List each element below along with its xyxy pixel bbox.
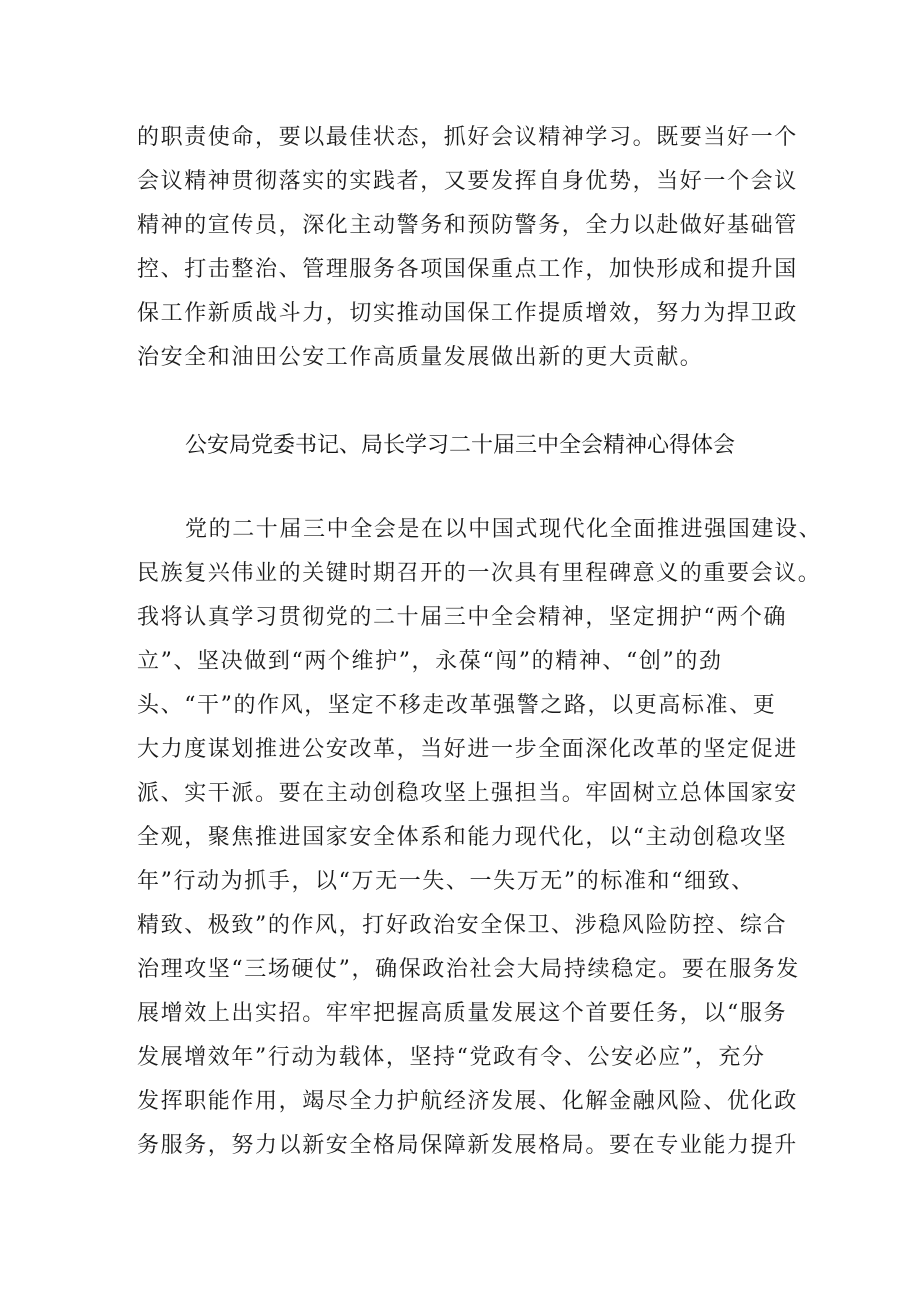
paragraph-line: 党的二十届三中全会是在以中国式现代化全面推进强国建设、 bbox=[185, 517, 823, 542]
paragraph-line: 控、打击整治、管理服务各项国保重点工作，加快形成和提升国 bbox=[137, 257, 798, 282]
paragraph-line: 保工作新质战斗力，切实推动国保工作提质增效，努力为捍卫政 bbox=[137, 301, 798, 326]
paragraph-line: 年”行动为抓手，以“万无一失、一失万无”的标准和“细致、 bbox=[137, 869, 755, 894]
paragraph-line: 民族复兴伟业的关键时期召开的一次具有里程碑意义的重要会议。 bbox=[137, 561, 822, 586]
paragraph-line: 全观，聚焦推进国家安全体系和能力现代化，以“主动创稳攻坚 bbox=[137, 825, 788, 850]
paragraph-line: 治安全和油田公安工作高质量发展做出新的更大贡献。 bbox=[137, 345, 704, 370]
paragraph-line: 务服务，努力以新安全格局保障新发展格局。要在专业能力提升 bbox=[137, 1133, 798, 1158]
paragraph-line: 我将认真学习贯彻党的二十届三中全会精神，坚定拥护“两个确 bbox=[137, 605, 788, 630]
paragraph-line: 展增效上出实招。牢牢把握高质量发展这个首要任务，以“服务 bbox=[137, 1001, 788, 1026]
paragraph-line: 发挥职能作用，竭尽全力护航经济发展、化解金融风险、优化政 bbox=[137, 1089, 798, 1114]
paragraph-line: 会议精神贯彻落实的实践者，又要发挥自身优势，当好一个会议 bbox=[137, 169, 798, 194]
previous-paragraph bbox=[137, 116, 798, 380]
paragraph-line: 头、“干”的作风，坚定不移走改革强警之路，以更高标准、更 bbox=[137, 693, 777, 718]
article-title: 公安局党委书记、局长学习二十届三中全会精神心得体会 bbox=[184, 433, 735, 458]
article-body bbox=[137, 508, 823, 1168]
paragraph-line: 治理攻坚“三场硬仗”，确保政治社会大局持续稳定。要在服务发 bbox=[137, 957, 800, 982]
paragraph-line: 立”、坚决做到“两个维护”，永葆“闯”的精神、“创”的劲 bbox=[137, 649, 723, 674]
paragraph-line: 精致、极致”的作风，打好政治安全保卫、涉稳风险防控、综合 bbox=[137, 913, 788, 938]
paragraph-line: 大力度谋划推进公安改革，当好进一步全面深化改革的坚定促进 bbox=[137, 737, 798, 762]
paragraph-line: 派、实干派。要在主动创稳攻坚上强担当。牢固树立总体国家安 bbox=[137, 781, 798, 806]
paragraph-line: 发展增效年”行动为载体，坚持“党政有令、公安必应”，充分 bbox=[137, 1045, 766, 1070]
paragraph-line: 精神的宣传员，深化主动警务和预防警务，全力以赴做好基础管 bbox=[137, 213, 798, 238]
paragraph-line: 的职责使命，要以最佳状态，抓好会议精神学习。既要当好一个 bbox=[137, 125, 798, 150]
